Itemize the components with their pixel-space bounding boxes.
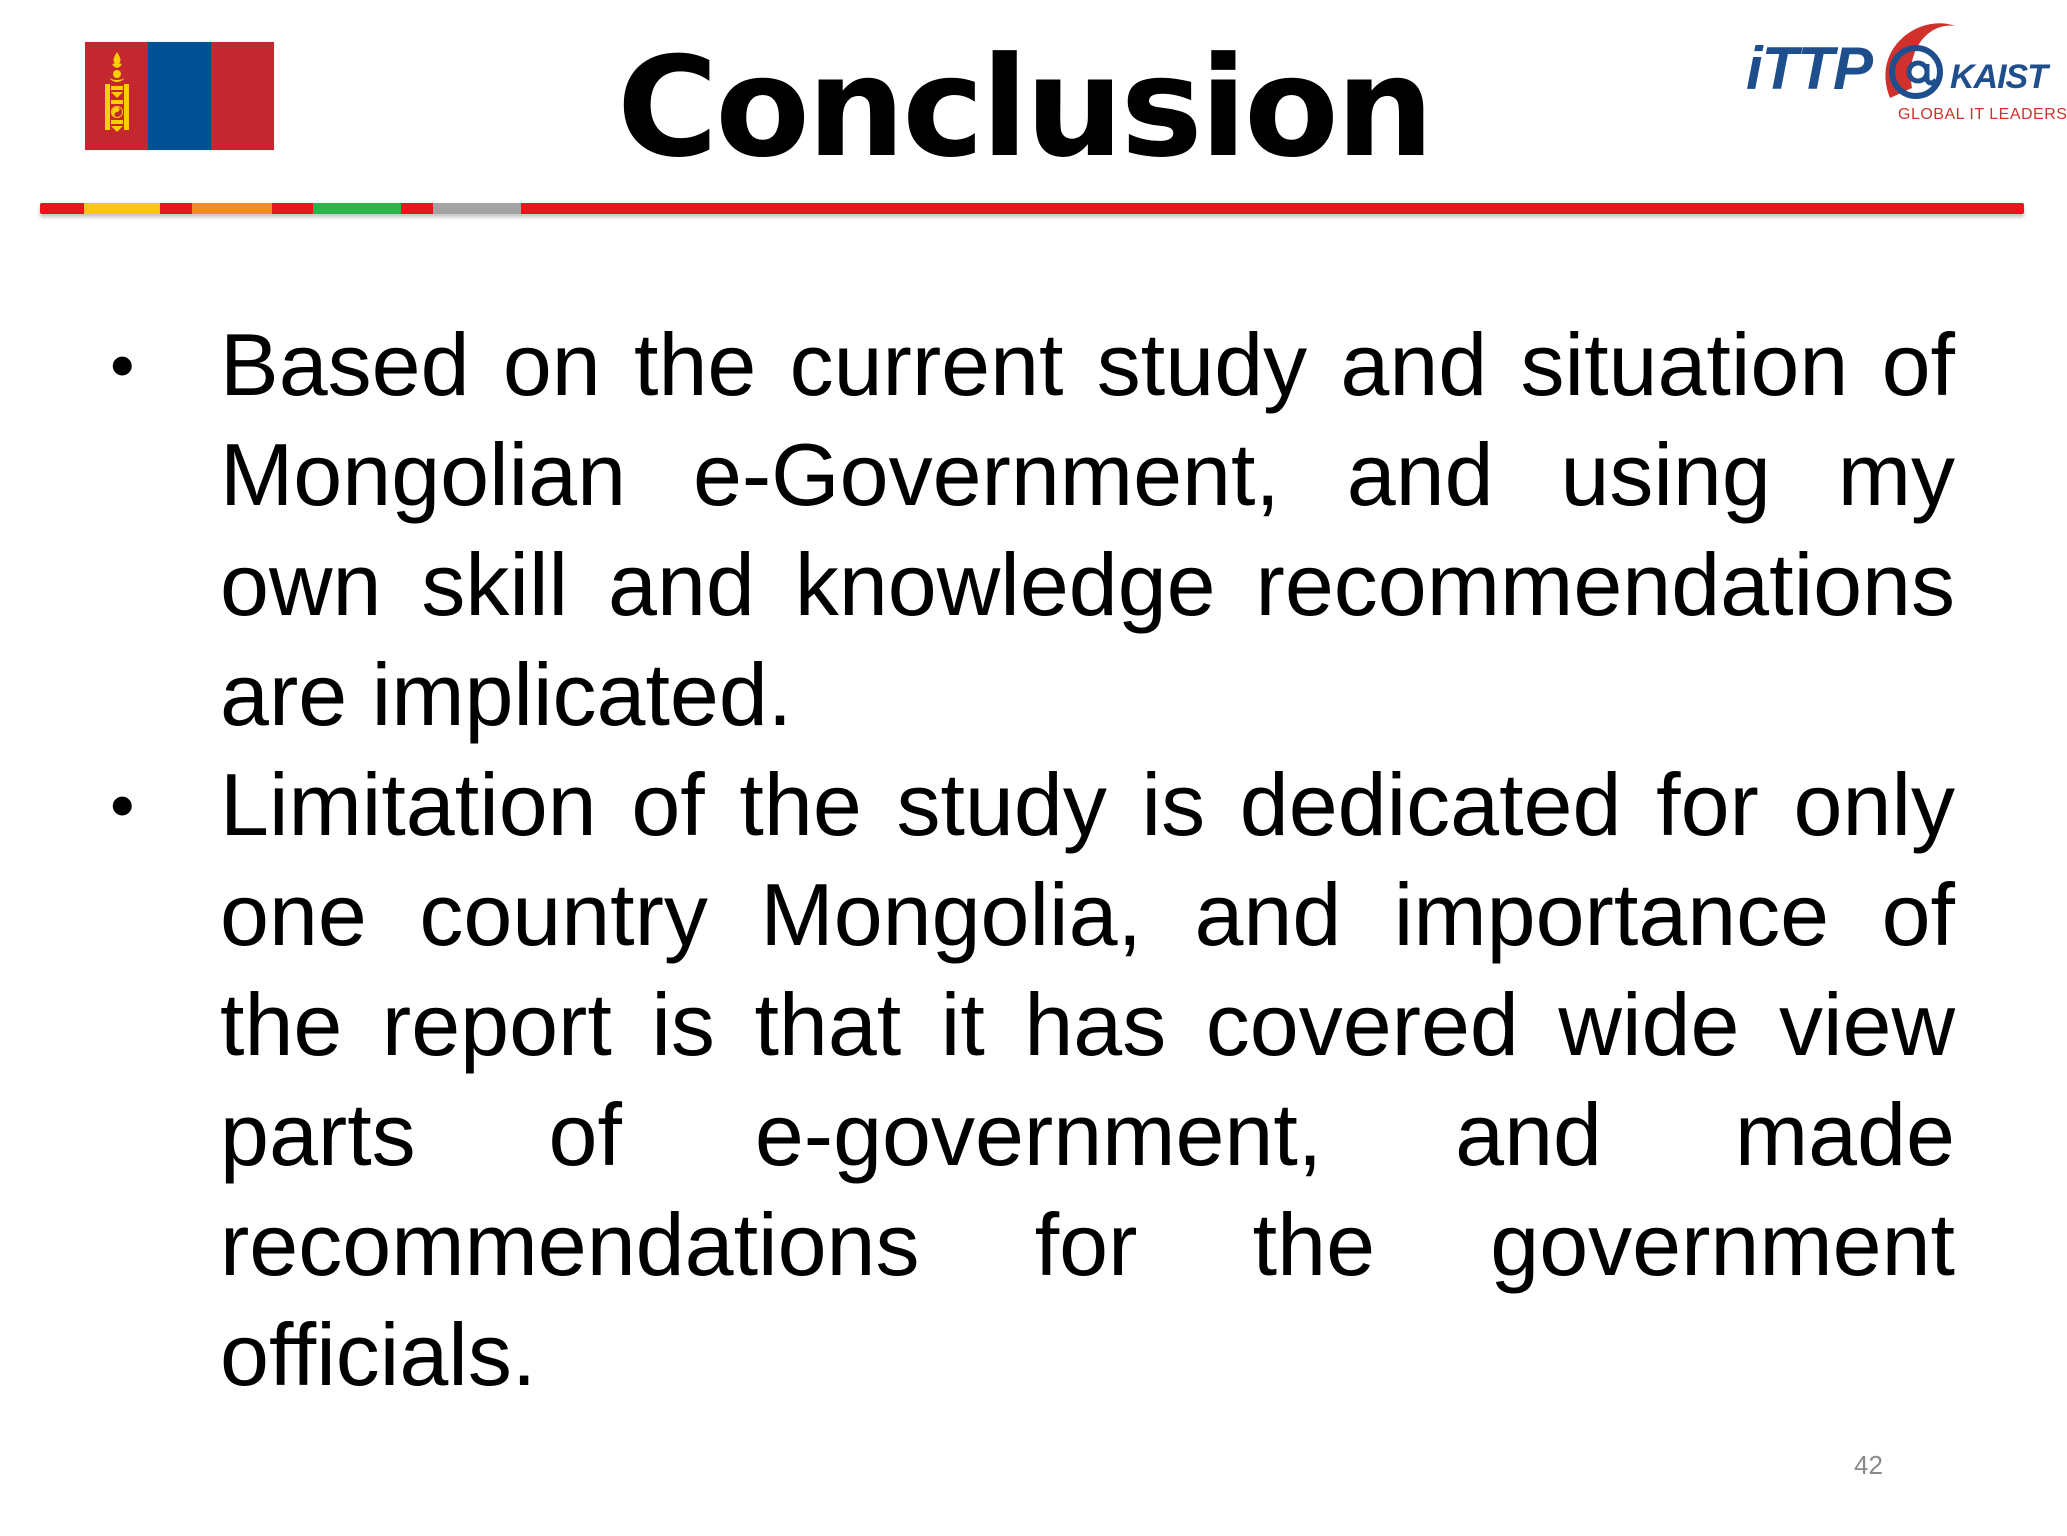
divider-segment-orange xyxy=(192,203,272,214)
ittp-kaist-logo-icon xyxy=(1740,8,2067,123)
bullet-item xyxy=(110,310,1955,750)
bullet-text: Limitation of the study is dedicated for only one country Mongolia, and importance of the report is that it has covered wide view parts of e-government, and made recommendations for the government officials. xyxy=(220,755,1955,1404)
logo-brand-text: iTTP xyxy=(1746,35,1872,102)
logo-partner-text: KAIST xyxy=(1950,58,2047,96)
bullet-item xyxy=(110,750,1955,1410)
title-divider xyxy=(40,203,2024,214)
bullet-dot-icon: • xyxy=(110,326,135,404)
divider-segment-gray xyxy=(433,203,521,214)
page-title: Conclusion xyxy=(616,27,1432,188)
bullet-dot-icon: • xyxy=(110,766,135,844)
bullet-list xyxy=(0,310,2048,1410)
divider-segment-yellow xyxy=(84,203,160,214)
page-number: 42 xyxy=(1854,1450,1883,1480)
bullet-text: Based on the current study and situation of Mongolian e-Government, and using my own skill and knowledge recommendations are implicated. xyxy=(220,315,1955,744)
logo-tagline: GLOBAL IT LEADERS xyxy=(1898,106,2067,123)
divider-segment-green xyxy=(313,203,401,214)
